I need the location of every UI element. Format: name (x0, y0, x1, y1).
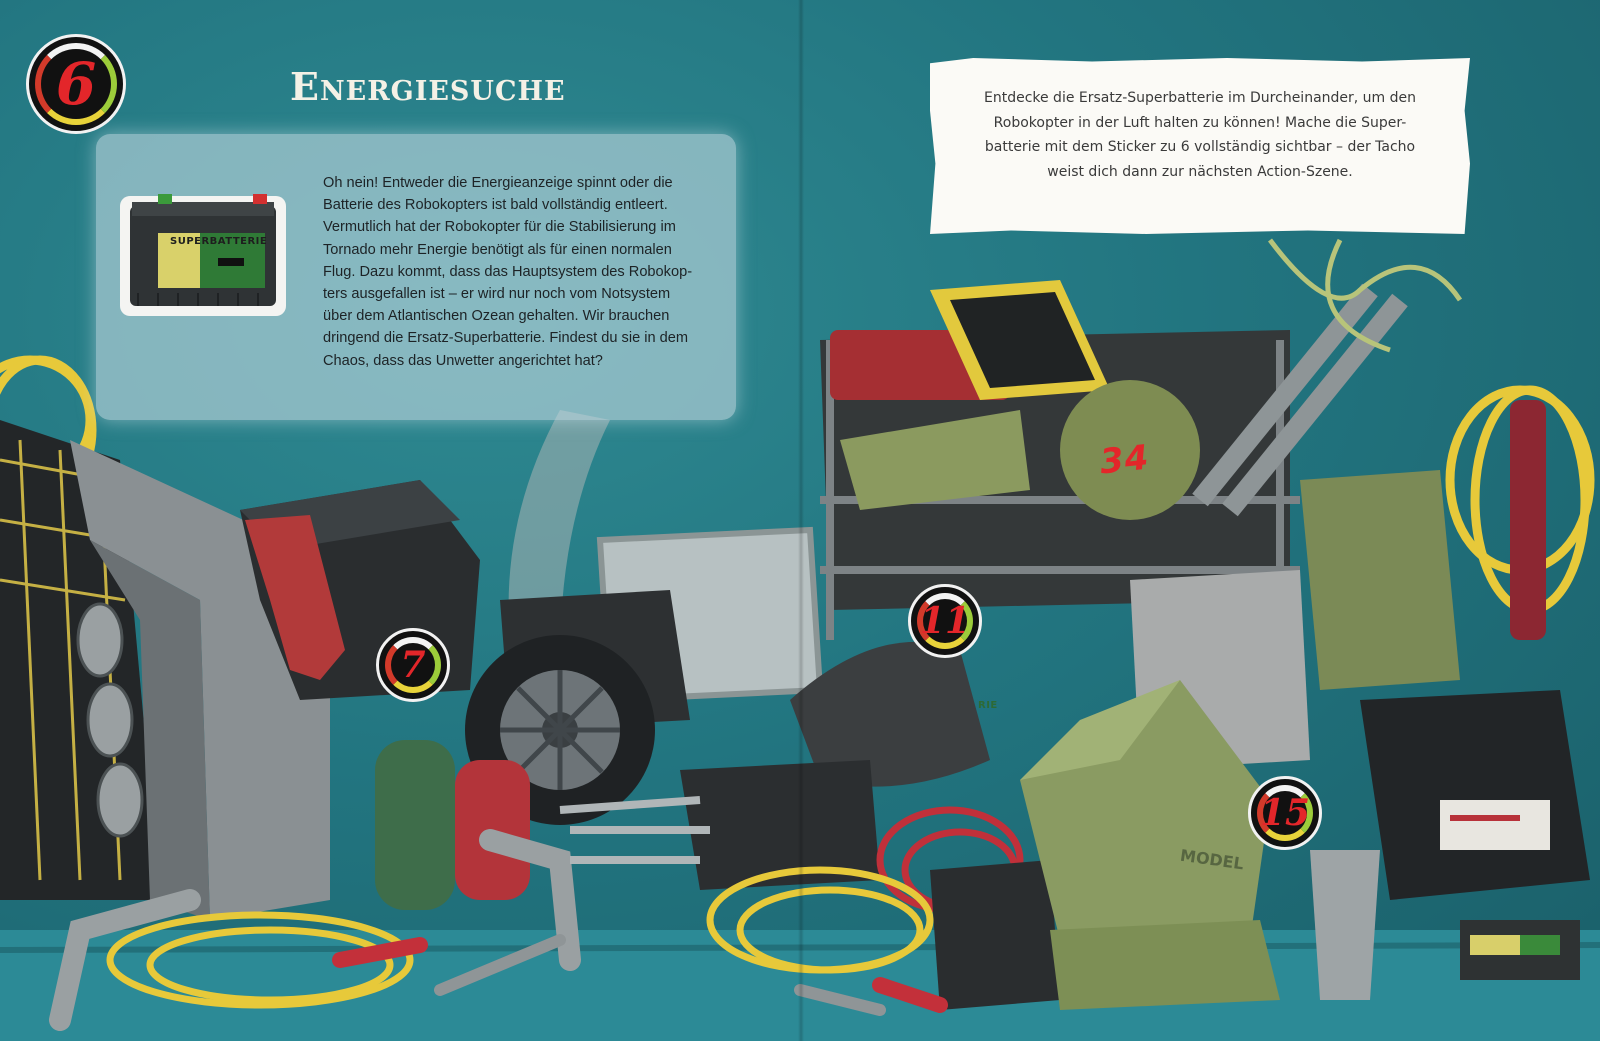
battery-label: SUPERBATTERIE (170, 236, 268, 247)
note-line: Entdecke die Ersatz-Superbatterie im Durcheinander, um den (983, 90, 1417, 106)
speedometer-badge-icon (26, 34, 126, 134)
speedometer-badge-icon[interactable] (376, 628, 450, 702)
badge-number: 15 (1259, 792, 1311, 834)
note-line: Robokopter in der Luft halten zu können! Mache die Super- (993, 114, 1407, 131)
story-line: Batterie des Robokopters ist bald vollständig entleert. (323, 197, 668, 214)
story-line: Oh nein! Entweder die Energieanzeige spinnt oder die (323, 175, 673, 191)
tank-number: 34 (1098, 437, 1152, 483)
story-line: über dem Atlantischen Ozean gehalten. Wir brauchen (323, 308, 670, 325)
note-line: weist dich dann zur nächsten Action-Szene. (1047, 163, 1353, 180)
instruction-text (965, 86, 1435, 184)
page-title: Energiesuche (290, 64, 566, 109)
story-text (323, 172, 703, 372)
story-line: Chaos, dass das Unwetter angerichtet hat? (323, 352, 603, 369)
speedometer-badge-icon[interactable] (908, 584, 982, 658)
story-line: Tornado mehr Energie benötigt als für einen normalen (323, 241, 672, 258)
badge-number: 7 (400, 644, 426, 686)
badge-number: 6 (55, 50, 97, 118)
small-battery-label: RIE (978, 700, 998, 711)
story-line: Flug. Dazu kommt, dass das Hauptsystem des Robokop- (323, 263, 693, 280)
story-line: Vermutlich hat der Robokopter für die Stabilisierung im (323, 219, 676, 236)
story-line: dringend die Ersatz-Superbatterie. Findest du sie in dem (323, 330, 689, 347)
story-line: ters ausgefallen ist – er wird nur noch vom Notsystem (323, 286, 671, 303)
book-gutter (798, 0, 804, 1041)
speedometer-badge-icon[interactable] (1248, 776, 1322, 850)
badge-number: 11 (919, 600, 971, 642)
battery-icon (118, 188, 288, 318)
note-line: batterie mit dem Sticker zu 6 vollständig sichtbar – der Tacho (984, 139, 1416, 155)
box-label: MODEL (1178, 845, 1245, 874)
